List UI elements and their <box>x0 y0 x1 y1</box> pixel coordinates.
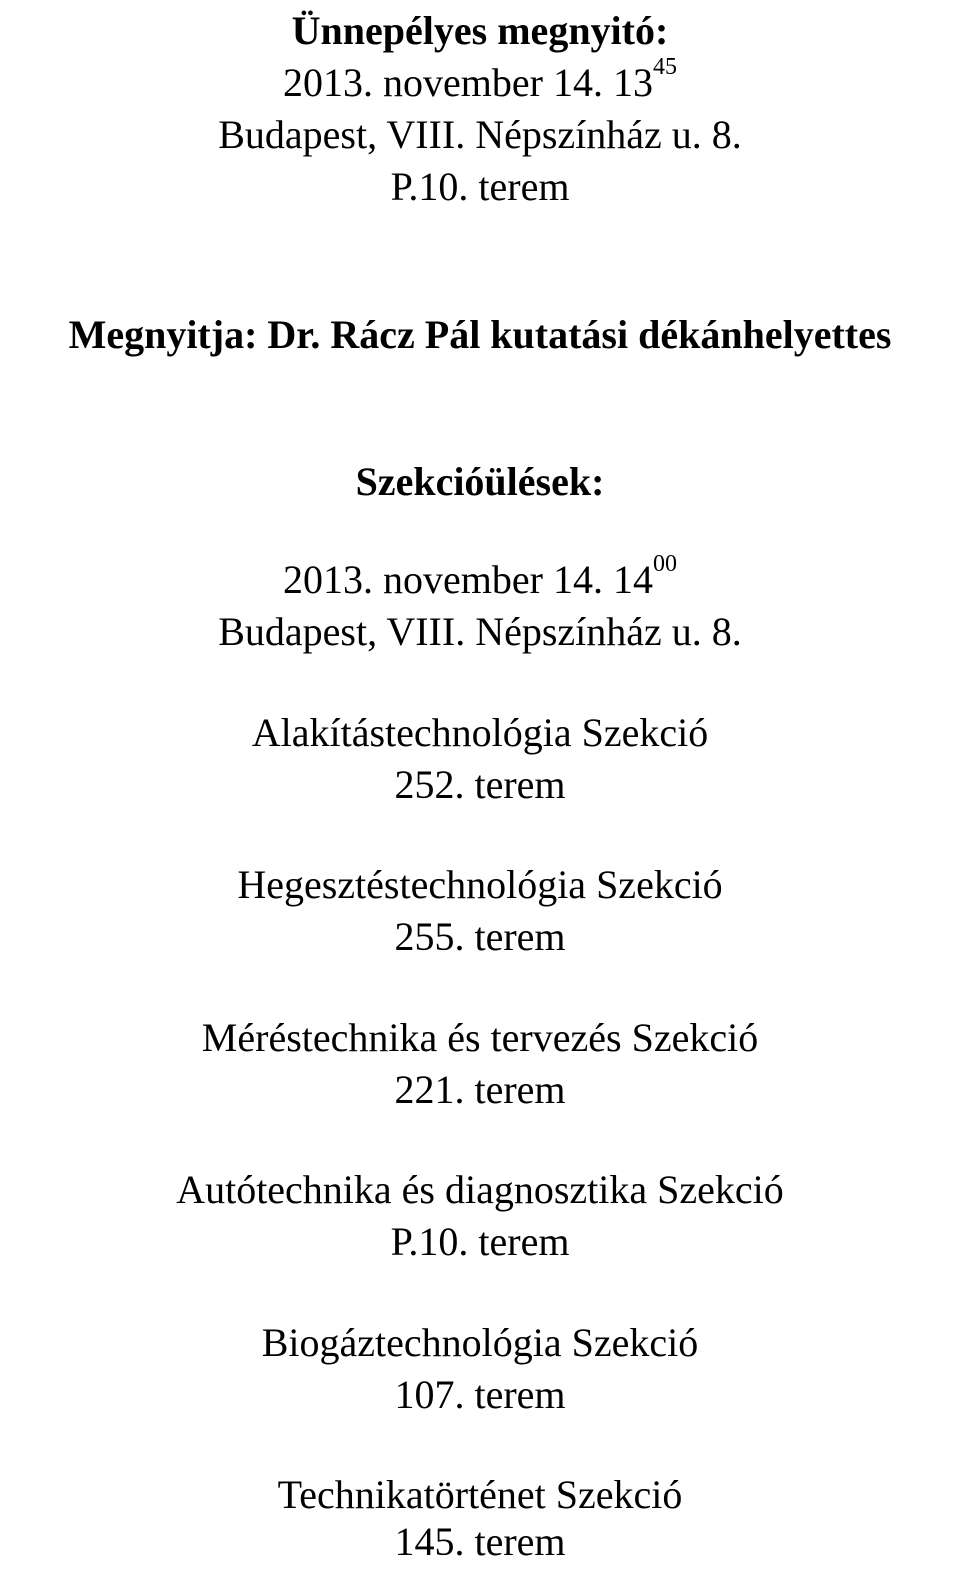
session-room: 255. terem <box>394 914 566 959</box>
session-name: Autótechnika és diagnosztika Szekció <box>176 1167 784 1212</box>
session-name: Alakítástechnológia Szekció <box>251 710 709 755</box>
sessions-address: Budapest, VIII. Népszínház u. 8. <box>218 609 742 654</box>
session-name: Hegesztéstechnológia Szekció <box>237 862 723 907</box>
session-room: P.10. terem <box>390 1219 570 1264</box>
opening-address: Budapest, VIII. Népszínház u. 8. <box>218 112 742 157</box>
opened-by: Megnyitja: Dr. Rácz Pál kutatási dékánhelyettes <box>68 312 892 357</box>
opening-heading: Ünnepélyes megnyitó: <box>291 8 669 53</box>
sessions-date-text: 2013. november 14. 14 <box>283 557 653 602</box>
opening-room: P.10. terem <box>390 164 570 209</box>
sessions-date <box>0 550 960 605</box>
opening-date <box>0 53 960 108</box>
sessions-heading: Szekcióülések: <box>355 459 605 504</box>
opening-time-sup: 45 <box>652 53 677 80</box>
session-room: 221. terem <box>394 1067 566 1112</box>
session-name: Méréstechnika és tervezés Szekció <box>201 1015 759 1060</box>
session-room: 145. terem <box>394 1519 566 1564</box>
session-name: Technikatörténet Szekció <box>277 1472 683 1517</box>
opening-date-text: 2013. november 14. 13 <box>283 60 653 105</box>
session-name: Biogáztechnológia Szekció <box>261 1320 699 1365</box>
session-room: 252. terem <box>394 762 566 807</box>
session-room: 107. terem <box>394 1372 566 1417</box>
sessions-time-sup: 00 <box>652 550 677 577</box>
